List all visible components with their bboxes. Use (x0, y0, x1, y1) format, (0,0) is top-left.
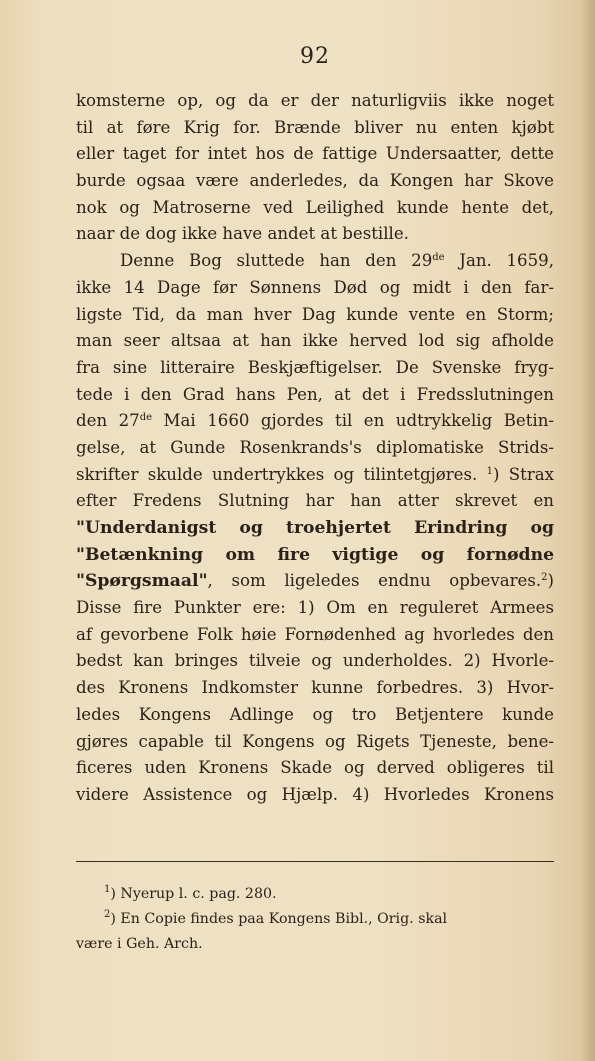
text-line: fra sine litteraire Beskjæftigelser. De Svenske fryg- (76, 357, 554, 377)
text-line: man seer altsaa at han ikke herved lod sig afholde (76, 331, 554, 351)
text-line: komsterne op, og da er der naturligviis ikke noget (76, 91, 554, 110)
body-text (76, 88, 554, 809)
title-span: "Spørgsmaal" (76, 571, 208, 592)
superscript: de (139, 412, 153, 424)
text-line: videre Assistence og Hjælp. 4) Hvorledes Kronens (76, 784, 554, 804)
footnote-text: ) En Copie findes paa Kongens Bibl., Orig. skal (110, 911, 448, 927)
footnotes (76, 882, 554, 957)
footnote-ref: 2 (541, 572, 548, 584)
page-number: 92 (300, 44, 330, 69)
text-line (76, 568, 554, 595)
footnote (76, 882, 554, 907)
text-line (76, 462, 554, 489)
text-line: af gevorbene Folk høie Fornødenhed ag hvorledes den (76, 624, 554, 644)
superscript: de (432, 252, 445, 264)
footnote-marker: 2 (104, 909, 111, 920)
text-line: eller taget for intet hos de fattige Undersaatter, dette (76, 144, 554, 164)
text-span: , som ligeledes endnu opbevares. (207, 571, 542, 591)
footnote-continuation: være i Geh. Arch. (76, 936, 203, 952)
text-line: ligste Tid, da man hver Dag kunde vente en Storm; (76, 304, 554, 324)
text-line: tede i den Grad hans Pen, at det i Fredsslutningen (76, 384, 554, 404)
text-line (76, 408, 554, 435)
text-span: den 27 (76, 411, 140, 431)
footnote-marker: 1 (104, 884, 111, 895)
text-line: bedst kan bringes tilveie og underholdes. 2) Hvorle- (76, 651, 554, 671)
text-line: efter Fredens Slutning har han atter skrevet en (76, 491, 554, 511)
text-line: ledes Kongens Adlinge og tro Betjentere kunde (76, 704, 554, 724)
text-span: Denne Bog sluttede han den 29 (120, 251, 433, 271)
footnote-ref: 1 (486, 465, 493, 477)
text-span: ) Strax (492, 464, 554, 484)
text-line: gjøres capable til Kongens og Rigets Tjeneste, bene- (76, 731, 554, 751)
text-line: ikke 14 Dage før Sønnens Død og midt i den far- (76, 277, 554, 297)
text-line: Disse fire Punkter ere: 1) Om en reguleret Armees (76, 598, 554, 618)
footnote-text: ) Nyerup l. c. pag. 280. (110, 886, 277, 902)
text-line: des Kronens Indkomster kunne forbedres. 3) Hvor- (76, 678, 554, 698)
page-edge-shadow (581, 0, 595, 1061)
text-span: skrifter skulde undertrykkes og tilintetgjøres. (76, 464, 478, 484)
footnote (76, 907, 554, 932)
text-span: Jan. 1659, (444, 251, 555, 271)
text-line: ficeres uden Kronens Skade og derved obligeres til (76, 758, 554, 778)
text-span: ) (547, 571, 554, 591)
title-line: "Betænkning om fire vigtige og fornødne (76, 544, 554, 565)
text-line: burde ogsaa være anderledes, da Kongen har Skove (76, 171, 554, 191)
footnote-divider (76, 861, 554, 862)
text-line: nok og Matroserne ved Leilighed kunde hente det, (76, 197, 554, 217)
title-line: "Underdanigst og troehjertet Erindring og (76, 518, 554, 538)
text-span: Mai 1660 gjordes til en udtrykkelig Betin- (152, 411, 554, 431)
text-line: gelse, at Gunde Rosenkrands's diplomatiske Strids- (76, 437, 554, 457)
text-line (76, 248, 554, 275)
text-line: naar de dog ikke have andet at bestille. (76, 224, 409, 244)
text-line: til at føre Krig for. Brænde bliver nu enten kjøbt (76, 117, 554, 137)
